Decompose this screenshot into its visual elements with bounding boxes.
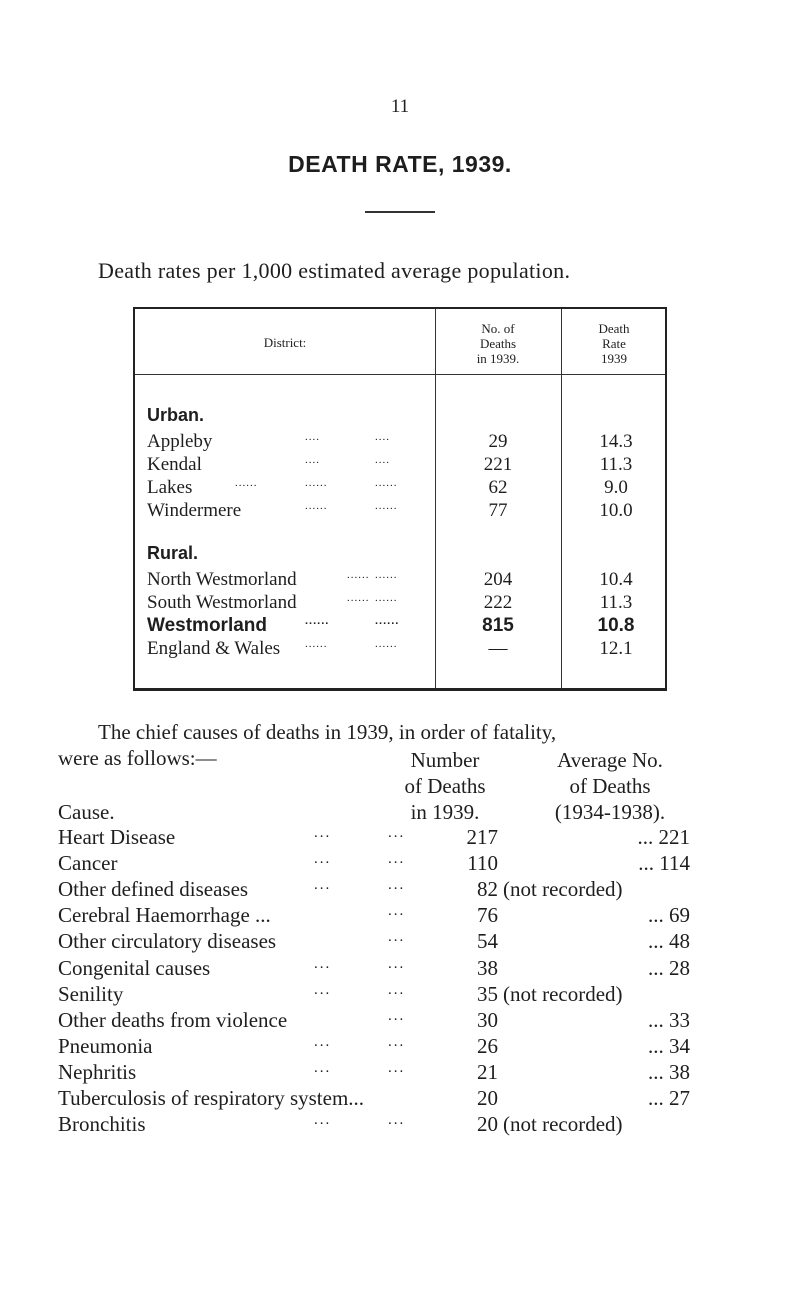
deaths-1939-value: 76 [477,903,498,928]
number-header-line: in 1939. [410,800,480,824]
leader-dots: ...... [305,615,330,627]
cause-row [58,1008,758,1034]
deaths-value: 222 [483,592,513,613]
deaths-1939-value: 54 [477,929,498,954]
district-name: North Westmorland [147,569,297,590]
average-header-line: (1934-1938). [554,800,666,824]
leader-dots: ... [388,1033,406,1050]
cause-row [58,982,758,1008]
death-rate-table [133,307,667,691]
deaths-header-line: in 1939. [476,351,520,366]
average-deaths-value: (not recorded) [503,981,623,1006]
average-deaths-value: ... 34 [648,1033,690,1058]
deaths-value: 29 [488,431,508,452]
leader-dots: ... [314,851,332,868]
cause-name: Nephritis [58,1059,137,1084]
deaths-value: 221 [483,454,513,475]
leader-dots: ... [314,825,332,841]
rate-value: 11.3 [599,592,633,613]
district-name: Kendal [147,454,202,475]
table-row [135,454,665,476]
cause-row [58,1112,758,1138]
deaths-1939-value: 21 [477,1059,498,1084]
district-name: Windermere [147,500,242,521]
leader-dots: ... [388,877,406,894]
deaths-1939-value: 110 [467,851,498,876]
section-label-urban: Urban. [147,405,205,425]
rate-value: 10.8 [597,615,635,636]
cause-name: Heart Disease [58,825,176,849]
leader-dots: .... [305,454,320,466]
average-deaths-value: ... 28 [648,955,690,980]
leader-dots: ... [388,851,406,868]
rate-header-line: 1939 [601,351,627,366]
page-title: DEATH RATE, 1939. [288,151,512,177]
average-header-line: of Deaths [569,774,651,798]
average-header-line: Average No. [557,748,663,772]
leader-dots: ... [388,955,406,972]
number-header [375,747,515,825]
subtitle: Death rates per 1,000 estimated average population. [98,258,571,283]
leader-dots: ... [314,1033,332,1050]
district-name: England & Wales [147,638,281,659]
leader-dots: ...... [305,500,328,512]
leader-dots: ...... [375,592,398,604]
average-deaths-value: ... 33 [648,1007,690,1032]
cause-name: Cerebral Haemorrhage ... [58,903,271,928]
leader-dots: ...... [305,638,328,650]
deaths-1939-value: 35 [477,981,498,1006]
leader-dots: ...... [305,477,328,489]
rate-value: 11.3 [599,454,633,475]
cause-name: Other deaths from violence [58,1007,288,1032]
district-name: Appleby [147,431,213,452]
cause-row [58,903,758,929]
rate-value: 14.3 [599,431,633,452]
cause-row [58,956,758,982]
cause-name: Pneumonia [58,1033,153,1058]
deaths-1939-value: 82 [477,877,498,902]
leader-dots: ...... [375,500,398,512]
rate-value: 10.0 [599,500,633,521]
leader-dots: ... [388,825,406,841]
leader-dots: ... [388,903,406,920]
cause-row [58,877,758,903]
deaths-1939-value: 20 [477,1086,498,1110]
table-row [135,638,665,660]
title-rule [365,211,435,213]
deaths-value: 77 [488,500,508,521]
deaths-1939-value: 38 [477,955,498,980]
leader-dots: ... [314,1112,332,1129]
table-row [135,431,665,453]
deaths-value: 815 [482,615,514,636]
leader-dots: ... [314,877,332,894]
table-row [135,592,665,614]
cause-row [58,851,758,877]
leader-dots: ... [388,1112,406,1129]
rate-value: 9.0 [604,477,628,498]
cause-row [58,1060,758,1086]
district-header: District: [263,335,307,350]
average-deaths-value: ... 69 [648,903,690,928]
average-deaths-value: ... 221 [637,825,690,849]
average-deaths-value: ... 48 [648,929,690,954]
table-row [135,477,665,499]
leader-dots: ...... [347,569,370,581]
leader-dots: ... [314,955,332,972]
average-header [520,747,700,825]
deaths-value: — [488,638,508,659]
cause-row [58,825,758,851]
number-header-line: Number [410,748,480,772]
table-row [135,569,665,591]
deaths-header-line: Deaths [479,336,517,351]
deaths-value: 204 [483,569,513,590]
rate-header [561,321,667,366]
cause-row [58,1034,758,1060]
average-deaths-value: (not recorded) [503,1112,623,1137]
number-header-line: of Deaths [404,774,486,798]
deaths-1939-value: 30 [477,1007,498,1032]
leader-dots: ... [314,1059,332,1076]
district-name: Lakes [147,477,193,498]
section-label-rural: Rural. [147,543,199,563]
leader-dots: ... [314,981,332,998]
cause-row [58,1086,758,1112]
leader-dots: .... [375,431,390,443]
deaths-1939-value: 26 [477,1033,498,1058]
leader-dots: .... [375,454,390,466]
rate-value: 12.1 [599,638,633,659]
deaths-header-line: No. of [481,321,515,336]
leader-dots: ...... [347,592,370,604]
leader-dots: ...... [235,477,258,489]
cause-name: Other defined diseases [58,877,249,902]
district-name: South Westmorland [147,592,297,613]
leader-dots: ... [388,1007,406,1024]
causes-intro-line1: The chief causes of deaths in 1939, in order of fatality, [98,720,557,744]
leader-dots: ...... [375,615,400,627]
average-deaths-value: ... 38 [648,1059,690,1084]
leader-dots: ...... [375,638,398,650]
rate-header-line: Death [598,321,630,336]
district-name: Westmorland [147,615,268,636]
leader-dots: ... [388,1059,406,1076]
rate-value: 10.4 [599,569,633,590]
cause-name: Cancer [58,851,118,876]
cause-name: Tuberculosis of respiratory system... [58,1086,365,1110]
rate-header-line: Rate [602,336,626,351]
cause-name: Bronchitis [58,1112,146,1137]
table-row-total [135,615,665,637]
causes-intro-line2: were as follows:— [58,746,217,770]
cause-row [58,929,758,955]
page-number: 11 [390,96,410,117]
deaths-header [435,321,561,366]
deaths-1939-value: 20 [477,1112,498,1137]
cause-name: Senility [58,981,124,1006]
table-row [135,500,665,522]
leader-dots: ...... [375,477,398,489]
header-rule [135,374,665,375]
leader-dots: ... [388,981,406,998]
deaths-1939-value: 217 [466,825,498,849]
cause-name: Congenital causes [58,955,211,980]
cause-header: Cause. [58,800,115,824]
leader-dots: ...... [375,569,398,581]
deaths-value: 62 [488,477,508,498]
leader-dots: .... [305,431,320,443]
average-deaths-value: (not recorded) [503,877,623,902]
cause-name: Other circulatory diseases [58,929,277,954]
average-deaths-value: ... 114 [638,851,690,876]
leader-dots: ... [388,929,406,946]
average-deaths-value: ... 27 [648,1086,690,1110]
